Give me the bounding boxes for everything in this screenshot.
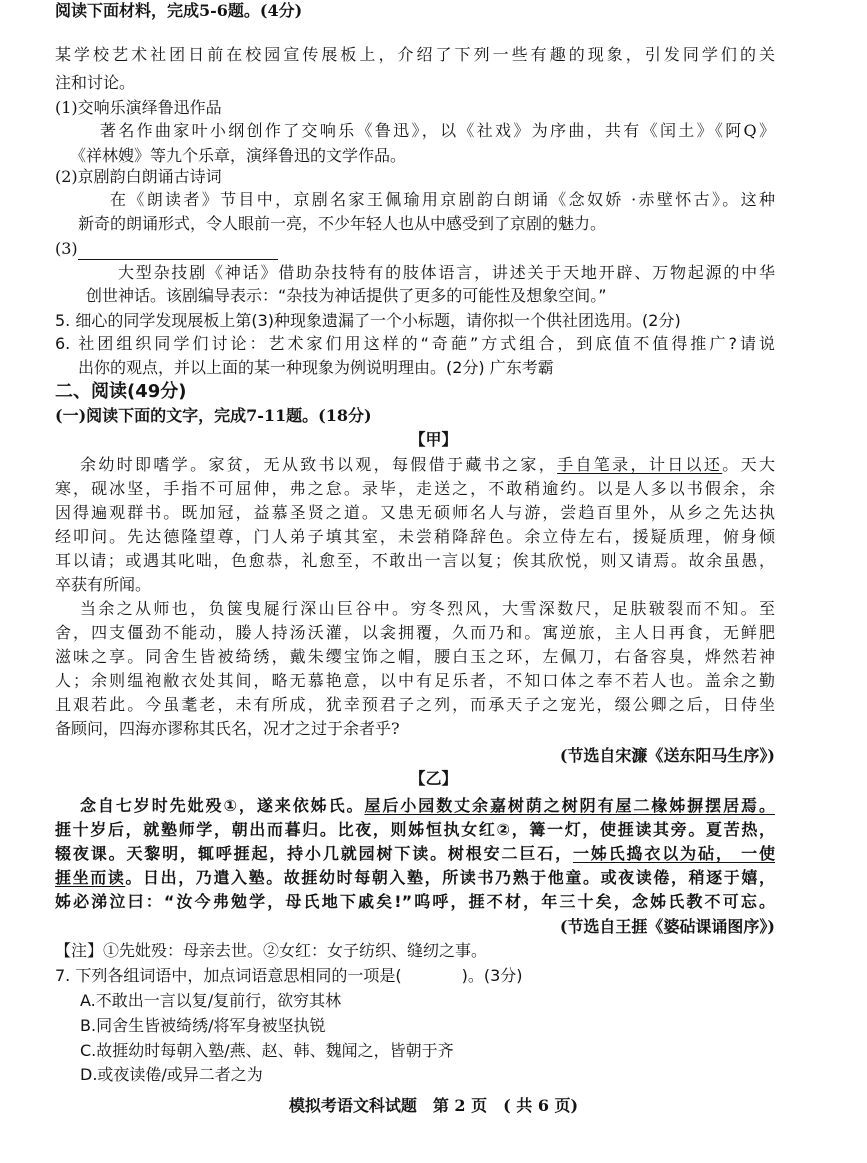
yi-line-2: 捱十岁后，就塾师学，朝出而暮归。比夜，则姊恒执女红②，篝一灯，使捱读其旁。夏苦热， [55, 820, 775, 839]
item-2-title: (2)京剧韵白朗诵古诗词 [55, 167, 222, 186]
yi-underlined-sentence-2b: 捱坐而读 [55, 868, 126, 887]
jia-line-11: 且艰若此。今虽耄老，未有所成，犹幸预君子之列，而承天子之宠光，缀公卿之后，日侍坐 [55, 695, 775, 714]
question-7-answer-blank [402, 969, 462, 987]
jia-line-4: 经叩问。先达德隆望尊，门人弟子填其室，未尝稍降辞色。余立侍左右，援疑质理，俯身倾 [55, 527, 775, 546]
option-a: A.不敢出一言以复/复前行，欲穷其林 [80, 991, 342, 1010]
jia-line-6: 卒获有所闻。 [55, 575, 152, 594]
jia-line-2: 寒，砚冰坚，手指不可屈伸，弗之怠。录毕，走送之，不敢稍逾约。以是人多以书假余，余 [55, 479, 775, 498]
section-two-subheading: (一)阅读下面的文字，完成7-11题。(18分) [55, 406, 372, 425]
jia-line-1: 余幼时即嗜学。家贫，无从致书以观，每假借于藏书之家，手自笔录，计日以还。天大 [80, 455, 775, 474]
material-intro-line-1: 某学校艺术社团日前在校园宣传展板上，介绍了下列一些有趣的现象，引发同学们的关 [55, 45, 775, 64]
material-intro-line-2: 注和讨论。 [55, 73, 136, 92]
item-2-line-2: 新奇的朗诵形式，令人眼前一亮，不少年轻人也从中感受到了京剧的魅力。 [78, 214, 607, 233]
item-3-number: (3) [55, 239, 78, 258]
yi-source: (节选自王捱《婆砧课诵图序》) [559, 917, 775, 936]
jia-line-3: 因得遍观群书。既加冠，益慕圣贤之道。又患无硕师名人与游，尝趋百里外，从乡之先达执 [55, 503, 775, 522]
yi-line-5: 姊必涕泣曰：“汝今弗勉学，母氏地下戚矣!”呜呼，捱不材，年三十矣，念姊氏教不可忘。 [55, 892, 775, 911]
item-1-line-2: 《祥林嫂》等九个乐章，演绎鲁迅的文学作品。 [70, 146, 407, 165]
item-3-line-2: 创世神话。该剧编导表示：“杂技为神话提供了更多的可能性及想象空间。” [86, 286, 607, 305]
annotation-note: 【注】①先妣殁：母亲去世。②女红：女子纺织、缝纫之事。 [55, 941, 488, 960]
option-b: B.同舍生皆被绮绣/将军身被坚执锐 [80, 1016, 326, 1035]
question-6-line-1: 6. 社团组织同学们讨论：艺术家们用这样的“奇葩”方式组合，到底值不值得推广?请说 [55, 334, 775, 353]
jia-line-5: 耳以请；或遇其叱咄，色愈恭，礼愈至，不敢出一言以复；俟其欣悦，则又请焉。故余虽愚， [55, 551, 775, 570]
yi-line-4: 捱坐而读。日出，乃遣入塾。故捱幼时每朝入塾，所读书乃熟于他童。或夜读倦，稍逐于嬉， [55, 868, 775, 887]
jia-line-7: 当余之从师也，负箧曳屣行深山巨谷中。穷冬烈风，大雪深数尺，足肤皲裂而不知。至 [80, 599, 775, 618]
yi-line-1: 念自七岁时先妣殁①，遂来依姊氏。屋后小园数丈余嘉树荫之树阴有屋二椽姊摒摆居焉。 [80, 796, 775, 815]
question-5: 5. 细心的同学发现展板上第(3)种现象遗漏了一个小标题，请你拟一个供社团选用。(2分) [55, 311, 681, 330]
jia-line-12: 备顾问，四海亦谬称其氏名，况才之过于余者乎? [55, 719, 400, 738]
item-1-line-1: 著名作曲家叶小纲创作了交响乐《鲁迅》，以《社戏》为序曲，共有《闰土》《阿Q》 [100, 121, 775, 140]
question-7: 7. 下列各组词语中，加点词语意思相同的一项是( )。(3分) [55, 966, 523, 985]
item-1-title: (1)交响乐演绎鲁迅作品 [55, 98, 222, 117]
yi-line-3: 辍夜课。天黎明，辄呼捱起，持小几就园树下读。树根安二巨石，一姊氏捣衣以为砧， 一使 [55, 844, 775, 863]
question-6-line-2: 出你的观点，并以上面的某一种现象为例说明理由。(2分) 广东考霸 [78, 358, 554, 377]
page-footer: 模拟考语文科试题 第 2 页 ( 共 6 页) [288, 1096, 579, 1115]
material-heading: 阅读下面材料，完成5-6题。(4分) [55, 1, 303, 20]
option-d: D.或夜读倦/或异二者之为 [80, 1065, 263, 1084]
item-3-title [55, 238, 278, 260]
option-c: C.故捱幼时每朝入塾/燕、赵、韩、魏闻之，皆朝于齐 [80, 1041, 454, 1060]
section-two-heading: 二、阅读(49分) [55, 381, 187, 402]
passage-yi-label: 【乙】 [409, 769, 458, 788]
item-3-line-1: 大型杂技剧《神话》借助杂技特有的肢体语言，讲述关于天地开辟、万物起源的中华 [118, 263, 775, 282]
yi-underlined-sentence-2a: 一姊氏捣衣以为砧， 一使 [572, 844, 775, 863]
jia-line-8: 舍，四支僵劲不能动，媵人持汤沃灌，以衾拥覆，久而乃和。寓逆旅，主人日再食，无鲜肥 [55, 623, 775, 642]
jia-line-9: 滋味之享。同舍生皆被绮绣，戴朱缨宝饰之帽，腰白玉之环，左佩刀，右备容臭，烨然若神 [55, 647, 775, 666]
jia-line-10: 人；余则缊袍敝衣处其间，略无慕艳意，以中有足乐者，不知口体之奉不若人也。盖余之勤 [55, 671, 775, 690]
passage-jia-label: 【甲】 [409, 430, 458, 449]
jia-source: (节选自宋濂《送东阳马生序》) [559, 746, 775, 765]
jia-underlined-phrase: 手自笔录，计日以还 [557, 455, 723, 474]
yi-underlined-sentence-1: 屋后小园数丈余嘉树荫之树阴有屋二椽姊摒摆居焉。 [364, 796, 775, 815]
item-2-line-1: 在《朗读者》节目中，京剧名家王佩瑜用京剧韵白朗诵《念奴娇 ·赤壁怀古》。这种 [110, 190, 775, 209]
item-3-blank [78, 241, 278, 260]
